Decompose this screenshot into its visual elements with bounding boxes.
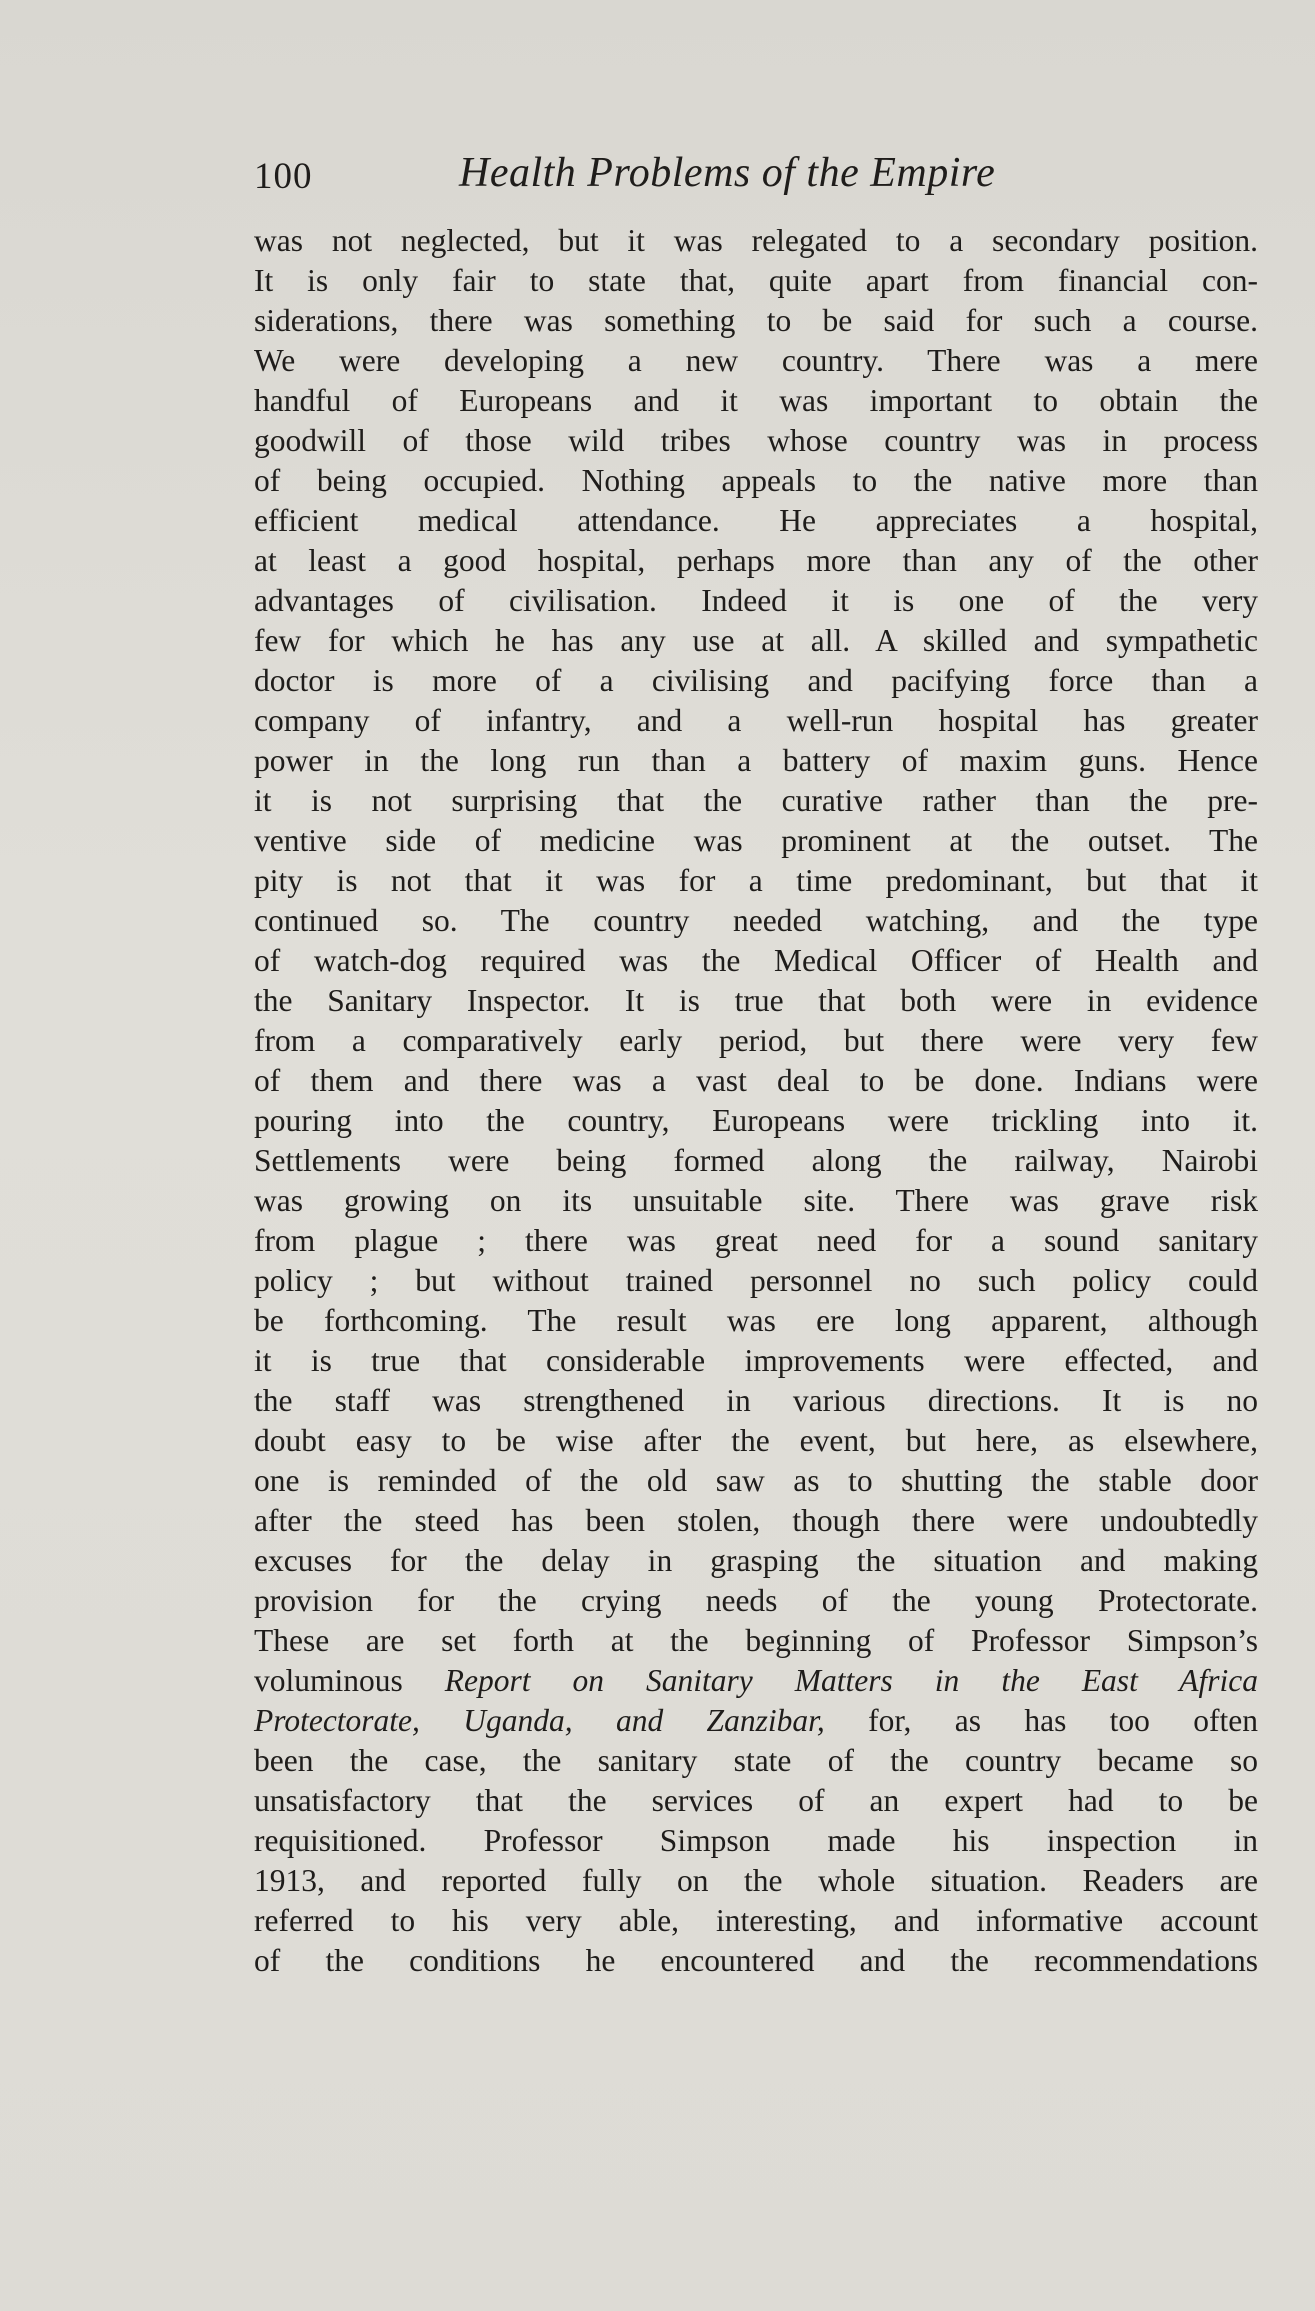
line-suffix: for, as has too often [824, 1703, 1258, 1738]
report-title-part-2: Protectorate, Uganda, and Zanzibar, [254, 1703, 825, 1738]
text-line: it is true that considerable improvements were effected, and [254, 1343, 1258, 1378]
text-line: handful of Europeans and it was important to obtain the [254, 383, 1258, 418]
text-line: advantages of civilisation. Indeed it is one of the very [254, 583, 1258, 618]
text-line: it is not surprising that the curative rather than the pre- [254, 783, 1258, 818]
line-prefix: voluminous [254, 1663, 445, 1698]
text-line: requisitioned. Professor Simpson made his inspection in [254, 1823, 1258, 1858]
text-line: the staff was strengthened in various directions. It is no [254, 1383, 1258, 1418]
text-line: pouring into the country, Europeans were trickling into it. [254, 1103, 1258, 1138]
text-line: Settlements were being formed along the railway, Nairobi [254, 1143, 1258, 1178]
text-line: ventive side of medicine was prominent at the outset. The [254, 823, 1258, 858]
text-line: from plague ; there was great need for a sound sanitary [254, 1223, 1258, 1258]
text-line: the Sanitary Inspector. It is true that both were in evidence [254, 983, 1258, 1018]
text-line: at least a good hospital, perhaps more than any of the other [254, 543, 1258, 578]
body-text [254, 221, 1258, 1981]
text-line: These are set forth at the beginning of Professor Simpson’s [254, 1623, 1258, 1658]
page-number: 100 [254, 156, 313, 197]
text-line: few for which he has any use at all. A skilled and sympathetic [254, 623, 1258, 658]
text-line: from a comparatively early period, but there were very few [254, 1023, 1258, 1058]
text-line: of them and there was a vast deal to be done. Indians were [254, 1063, 1258, 1098]
text-line: referred to his very able, interesting, and informative account [254, 1903, 1258, 1938]
text-line: pity is not that it was for a time predominant, but that it [254, 863, 1258, 898]
text-line: policy ; but without trained personnel no such policy could [254, 1263, 1258, 1298]
report-title-part-1: Report on Sanitary Matters in the East Africa [444, 1663, 1258, 1698]
text-line: excuses for the delay in grasping the situation and making [254, 1543, 1258, 1578]
text-line: siderations, there was something to be said for such a course. [254, 303, 1258, 338]
text-line: We were developing a new country. There was a mere [254, 343, 1258, 378]
running-title: Health Problems of the Empire [459, 150, 996, 196]
text-line: provision for the crying needs of the young Protectorate. [254, 1583, 1258, 1618]
text-line: 1913, and reported fully on the whole situation. Readers are [254, 1863, 1258, 1898]
text-line: power in the long run than a battery of maxim guns. Hence [254, 743, 1258, 778]
text-line: doubt easy to be wise after the event, but here, as elsewhere, [254, 1423, 1258, 1458]
text-line: unsatisfactory that the services of an expert had to be [254, 1783, 1258, 1818]
text-line-with-title [254, 1661, 1258, 1701]
text-line: efficient medical attendance. He appreciates a hospital, [254, 503, 1258, 538]
text-line: one is reminded of the old saw as to shutting the stable door [254, 1463, 1258, 1498]
text-line: doctor is more of a civilising and pacifying force than a [254, 663, 1258, 698]
text-line: goodwill of those wild tribes whose country was in process [254, 423, 1258, 458]
text-line: was growing on its unsuitable site. There was grave risk [254, 1183, 1258, 1218]
text-line: of being occupied. Nothing appeals to the native more than [254, 463, 1258, 498]
text-line: was not neglected, but it was relegated to a secondary position. [254, 223, 1258, 258]
text-line: of watch-dog required was the Medical Officer of Health and [254, 943, 1258, 978]
text-line: of the conditions he encountered and the recommendations [254, 1943, 1258, 1978]
text-line: be forthcoming. The result was ere long apparent, although [254, 1303, 1258, 1338]
text-line: been the case, the sanitary state of the country became so [254, 1743, 1258, 1778]
text-line: company of infantry, and a well-run hospital has greater [254, 703, 1258, 738]
text-line: after the steed has been stolen, though there were undoubtedly [254, 1503, 1258, 1538]
text-line: continued so. The country needed watching, and the type [254, 903, 1258, 938]
text-line-with-title [254, 1701, 1258, 1741]
text-line: It is only fair to state that, quite apart from financial con- [254, 263, 1258, 298]
running-head [254, 143, 1084, 213]
